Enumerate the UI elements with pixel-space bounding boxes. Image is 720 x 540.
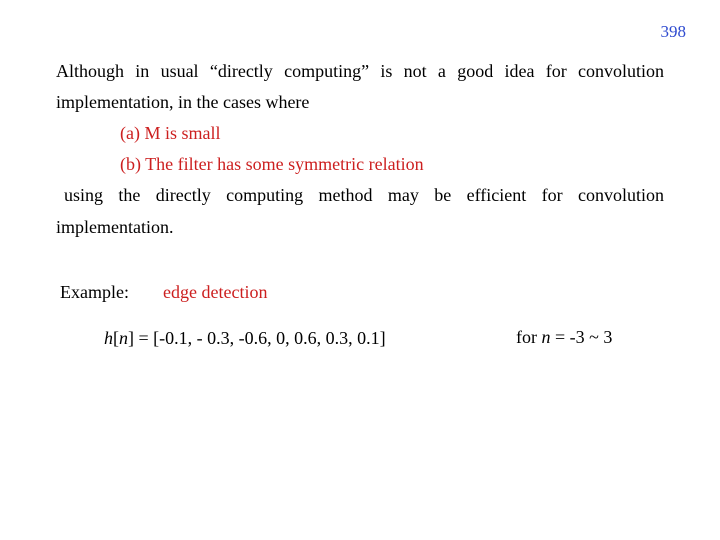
paragraph1-line1: Although in usual “directly computing” is not a good idea for convolution	[56, 61, 664, 81]
formula-n: n	[119, 328, 128, 348]
range-text	[516, 327, 612, 348]
paragraph1-line2: implementation, in the cases where	[56, 92, 310, 112]
page-number: 398	[660, 22, 686, 41]
range-prefix: for	[516, 327, 542, 347]
formula-values: ] = [-0.1, - 0.3, -0.6, 0, 0.6, 0.3, 0.1]	[128, 328, 386, 348]
range-values: = -3 ~ 3	[550, 327, 613, 347]
paragraph2-line1: using the directly computing method may be efficient for convolution	[64, 185, 664, 205]
paragraph2-line2: implementation.	[56, 217, 174, 237]
formula-h: h	[104, 328, 113, 348]
filter-formula	[104, 328, 386, 349]
condition-b: (b) The filter has some symmetric relation	[120, 154, 424, 174]
formula-bracket-open: [	[113, 328, 119, 348]
example-topic: edge detection	[163, 282, 268, 302]
condition-a: (a) M is small	[120, 123, 221, 143]
range-n: n	[541, 327, 551, 347]
example-label: Example:	[60, 282, 129, 302]
